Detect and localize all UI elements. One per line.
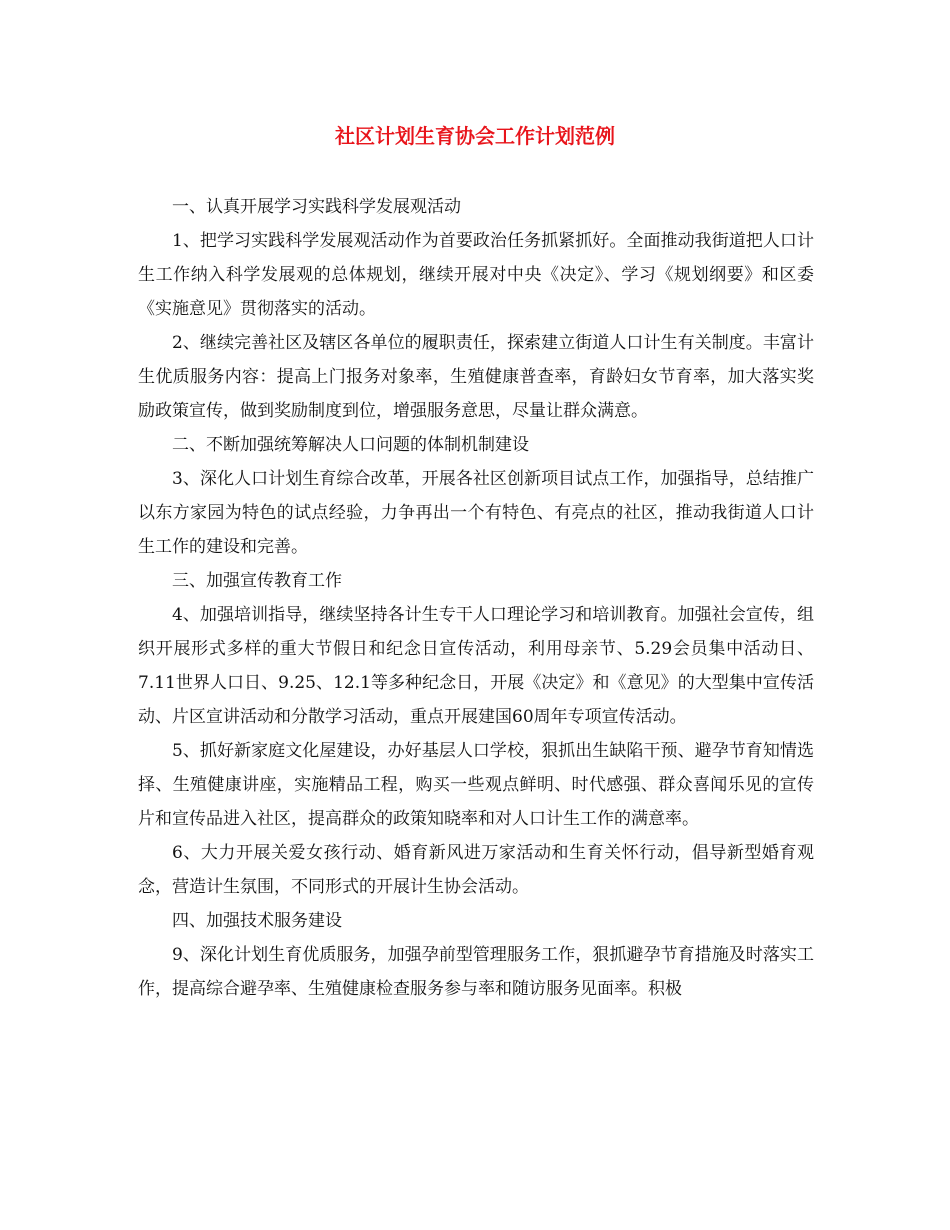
paragraph-item-4: 4、加强培训指导，继续坚持各计生专干人口理论学习和培训教育。加强社会宣传，组织开展形式多样的重大节假日和纪念日宣传活动，利用母亲节、5.29会员集中活动日、7.11世界人口日、9.25、12.1等多种纪念日，开展《决定》和《意见》的大型集中宣传活动、片区宣讲活动和分散学习活动，重点开展建国60周年专项宣传活动。: [138, 605, 814, 727]
paragraph-item-9: 9、深化计划生育优质服务，加强孕前型管理服务工作，狠抓避孕节育措施及时落实工作，提高综合避孕率、生殖健康检查服务参与率和随访服务见面率。积极: [138, 945, 814, 999]
paragraph-item-1: 1、把学习实践科学发展观活动作为首要政治任务抓紧抓好。全面推动我街道把人口计生工作纳入科学发展观的总体规划，继续开展对中央《决定》、学习《规划纲要》和区委《实施意见》贯彻落实的活动。: [138, 231, 814, 319]
section-heading-4: 四、加强技术服务建设: [172, 911, 342, 931]
paragraph-item-5: 5、抓好新家庭文化屋建设，办好基层人口学校，狠抓出生缺陷干预、避孕节育知情选择、生殖健康讲座，实施精品工程，购买一些观点鲜明、时代感强、群众喜闻乐见的宣传片和宣传品进入社区，提高群众的政策知晓率和对人口计生工作的满意率。: [138, 741, 814, 829]
paragraph-item-6: 6、大力开展关爱女孩行动、婚育新风进万家活动和生育关怀行动，倡导新型婚育观念，营造计生氛围，不同形式的开展计生协会活动。: [138, 843, 814, 897]
document-title: 社区计划生育协会工作计划范例: [335, 124, 615, 148]
paragraph-item-3: 3、深化人口计划生育综合改革，开展各社区创新项目试点工作，加强指导，总结推广以东方家园为特色的试点经验，力争再出一个有特色、有亮点的社区，推动我街道人口计生工作的建设和完善。: [138, 469, 814, 557]
paragraph-item-2: 2、继续完善社区及辖区各单位的履职责任，探索建立街道人口计生有关制度。丰富计生优质服务内容：提高上门报务对象率，生殖健康普查率，育龄妇女节育率，加大落实奖励政策宣传，做到奖励制度到位，增强服务意思，尽量让群众满意。: [138, 333, 814, 421]
section-heading-2: 二、不断加强统筹解决人口问题的体制机制建设: [172, 435, 529, 455]
section-heading-3: 三、加强宣传教育工作: [172, 571, 342, 591]
document-body: [138, 190, 814, 1006]
section-heading-1: 一、认真开展学习实践科学发展观活动: [172, 197, 461, 217]
